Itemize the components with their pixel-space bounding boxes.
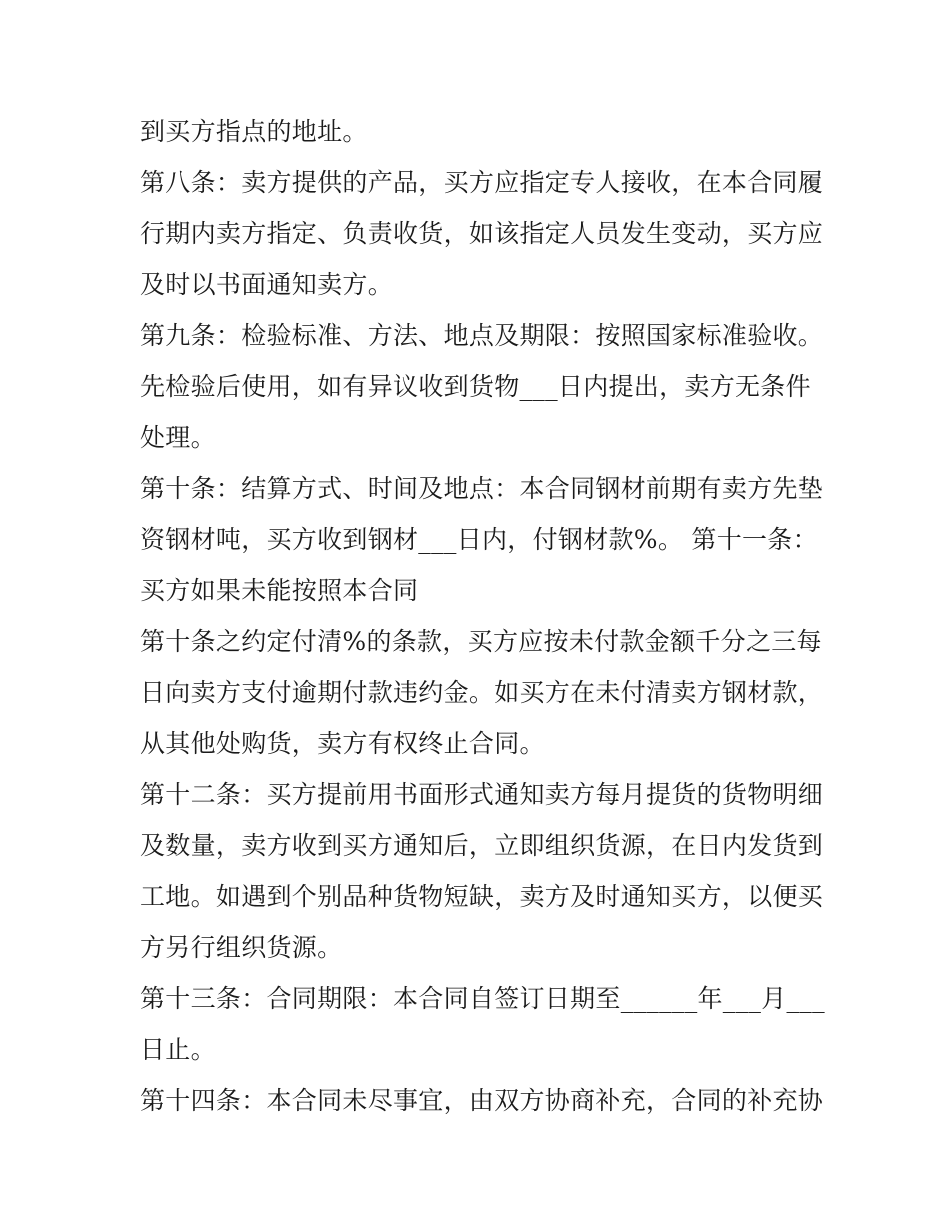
document-body	[140, 106, 825, 1126]
text-line: 及时以书面通知卖方。	[140, 270, 394, 299]
text-line: 行期内卖方指定、负责收货，如该指定人员发生变动，买方应	[140, 219, 824, 248]
text-line: 第十二条：买方提前用书面形式通知卖方每月提货的货物明细	[140, 780, 824, 809]
text-line: 第十条：结算方式、时间及地点：本合同钢材前期有卖方先垫	[140, 474, 824, 503]
text-line: 第十条之约定付清%的条款，买方应按未付款金额千分之三每	[140, 627, 822, 656]
text-line: 及数量，卖方收到买方通知后，立即组织货源，在日内发货到	[140, 831, 824, 860]
text-line: 第十三条：合同期限：本合同自签订日期至______年___月___	[140, 984, 825, 1013]
text-line: 第十四条：本合同未尽事宜，由双方协商补充，合同的补充协	[140, 1086, 824, 1115]
text-line: 第九条：检验标准、方法、地点及期限：按照国家标准验收。	[140, 321, 824, 350]
text-line: 先检验后使用，如有异议收到货物___日内提出，卖方无条件	[140, 372, 811, 401]
text-line: 日止。	[140, 1035, 216, 1064]
text-line: 从其他处购货，卖方有权终止合同。	[140, 729, 545, 758]
text-line: 资钢材吨，买方收到钢材___日内，付钢材款%。 第十一条：	[140, 525, 818, 554]
text-line: 工地。如遇到个别品种货物短缺，卖方及时通知买方，以便买	[140, 882, 824, 911]
text-line: 到买方指点的地址。	[140, 117, 368, 146]
text-line: 第八条：卖方提供的产品，买方应指定专人接收，在本合同履	[140, 168, 824, 197]
text-line: 方另行组织货源。	[140, 933, 343, 962]
text-line: 买方如果未能按照本合同	[140, 576, 419, 605]
text-line: 日向卖方支付逾期付款违约金。如买方在未付清卖方钢材款，	[140, 678, 824, 707]
text-line: 处理。	[140, 423, 216, 452]
